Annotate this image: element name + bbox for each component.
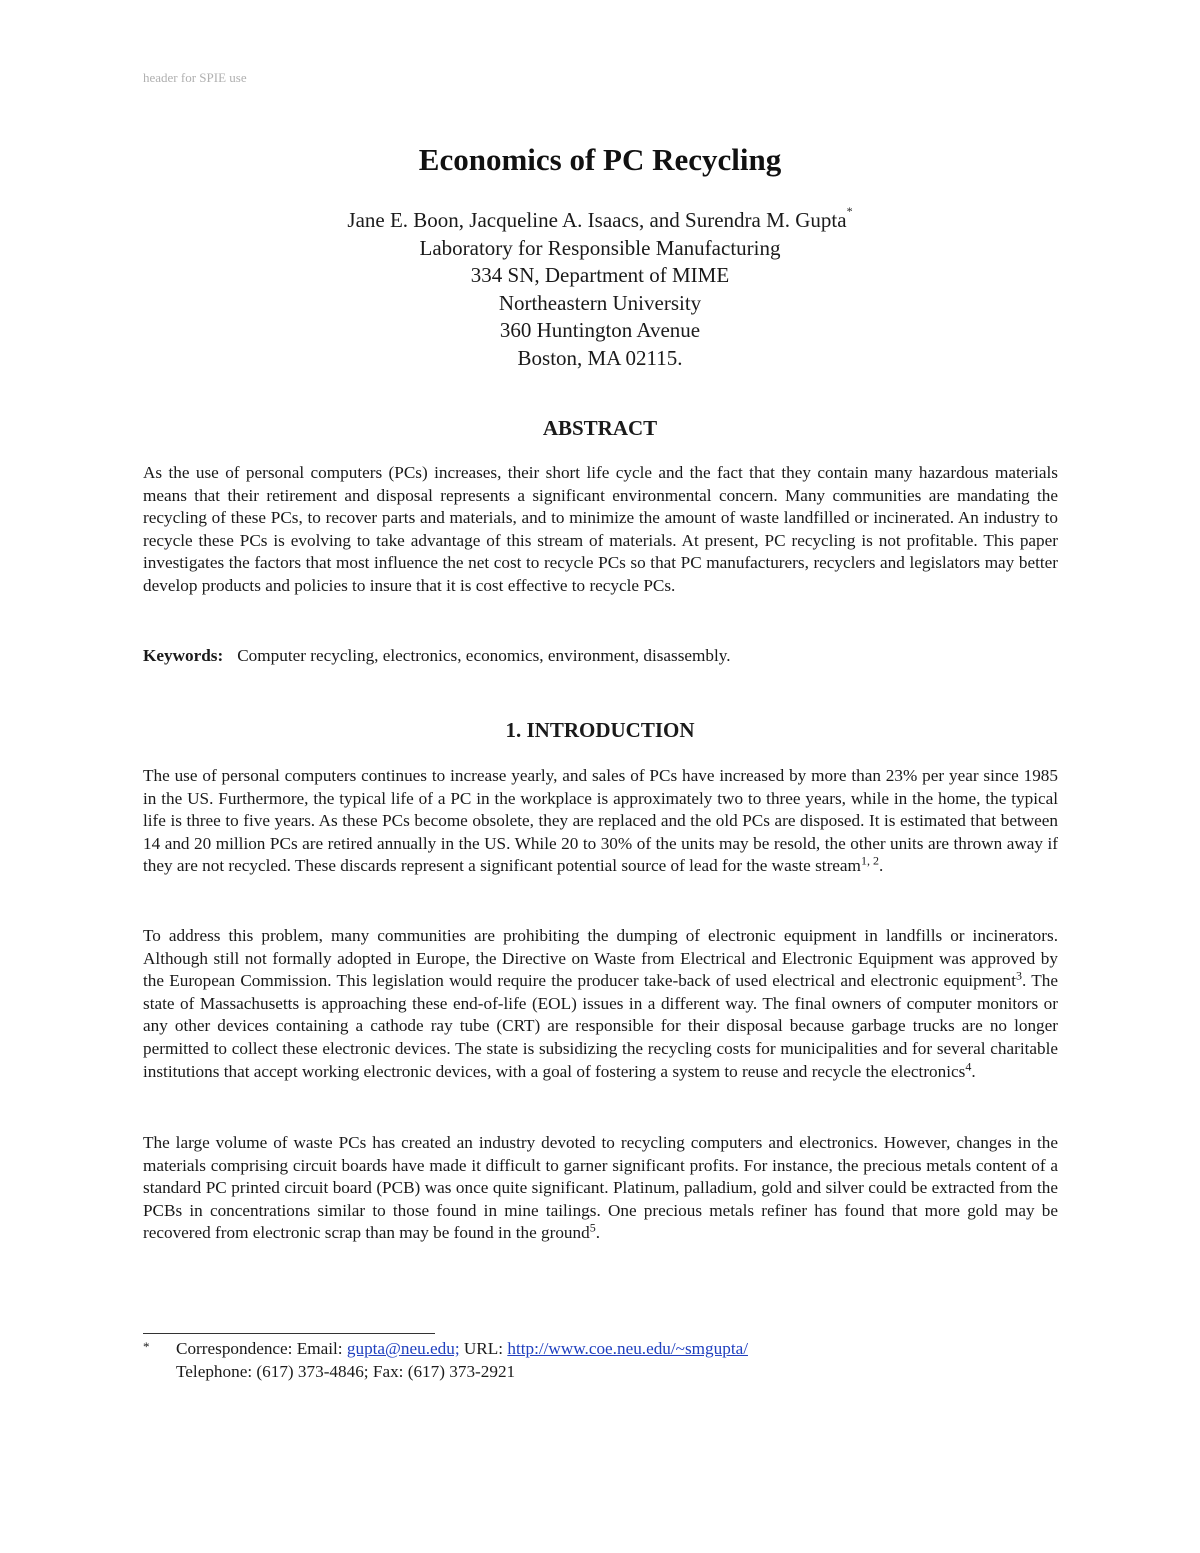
keywords-line	[143, 645, 1058, 668]
intro-paragraph-3-text: The large volume of waste PCs has created an industry devoted to recycling computers and electronics. However, changes in the materials comprising circuit boards have made it difficult to garner significant profits. For instance, the precious metals content of a standard PC printed circuit board (PCB) was once quite significant. Platinum, palladium, gold and silver could be extracted from the PCBs in concentrations similar to those found in mine tailings. One precious metals refiner has found that more gold may be recovered from electronic scrap than may be found in the ground	[143, 1133, 1058, 1243]
footnote-phone: Telephone: (617) 373-4846; Fax: (617) 373-2921	[176, 1362, 516, 1381]
footnote-mark: *	[143, 1339, 150, 1354]
intro-paragraph-2: To address this problem, many communities are prohibiting the dumping of electronic equipment in landfills or incinerators. Although still not formally adopted in Europe, the Directive on Waste from Electrical and Electronic Equipment was approved by the European Commission. This legislation would require the producer take-back of used electrical and electronic equipment$^3$. The state of Massachusetts is approaching these end-of-life (EOL) issues in a different way. The final owners of computer monitors or any other devices containing a cathode ray tube (CRT) are responsible for their disposal because garbage trucks are no longer permitted to collect these electronic devices. The state is subsidizing the recycling costs for municipalities and for several charitable institutions that accept working electronic devices, with a goal of fostering a system to reuse and recycle the electronics$^4$.	[143, 926, 1059, 1081]
author-names	[0, 202, 1200, 235]
introduction-heading: 1. INTRODUCTION	[505, 718, 695, 742]
abstract-heading: ABSTRACT	[542, 416, 658, 440]
page-header: header for SPIE use	[143, 70, 247, 85]
intro-paragraph-1: The use of personal computers continues to increase yearly, and sales of PCs have increased by more than 23% per year since 1985 in the US. Furthermore, the typical life of a PC in the workplace is approximately two to three years, while in the home, the typical life is three to five years. As these PCs become obsolete, they are replaced and the old PCs are disposed. It is estimated that between 14 and 20 million PCs are retired annually in the US. While 20 to 30% of the units may be resold, the other units are thrown away if they are not recycled. These discards represent a significant potential source of lead for the waste stream$^{1, 2}$.	[143, 766, 1058, 876]
affiliation-dept: 334 SN, Department of MIME	[470, 263, 730, 287]
abstract-paragraph: As the use of personal computers (PCs) increases, their short life cycle and the fact that they contain many hazardous materials means that their retirement and disposal represents a significant environmental concern. Many communities are mandating the recycling of these PCs, to recover parts and materials, and to minimize the amount of waste landfilled or incinerated. An industry to recycle these PCs is evolving to take advantage of this stream of materials. At present, PC recycling is not profitable. This paper investigates the factors that most influence the net cost to recycle PCs so that PC manufacturers, recyclers and legislators may better develop products and policies to insure that it is cost effective to recycle PCs.	[143, 463, 1058, 595]
correspondence-label: Correspondence: Email:	[176, 1339, 347, 1358]
footnote-rule	[143, 1333, 435, 1334]
reference-marker: 5	[589, 1220, 596, 1235]
reference-marker: 1, 2	[860, 853, 879, 868]
affiliation-lab: Laboratory for Responsible Manufacturing	[419, 235, 781, 260]
reference-marker: 3	[1016, 968, 1023, 983]
intro-paragraph-2-text-b: . The state of Massachusetts is approaching these end-of-life (EOL) issues in a different way. The final owners of computer monitors or any other devices containing a cathode ray tube (CRT) are responsible for their disposal because garbage trucks are no longer permitted to collect these electronic devices. The state is subsidizing the recycling costs for municipalities and for several charitable institutions that accept working electronic devices, with a goal of fostering a system to reuse and recycle the electronics	[143, 971, 1059, 1081]
paper-title: Economics of PC Recycling	[418, 142, 782, 177]
footnote-correspondence	[176, 1338, 748, 1361]
affiliation-street: 360 Huntington Avenue	[499, 318, 701, 342]
author-footnote-mark: *	[846, 204, 853, 218]
author-names-text: Jane E. Boon, Jacqueline A. Isaacs, and Surendra M. Gupta	[347, 208, 847, 232]
reference-marker: 4	[965, 1058, 972, 1073]
email-link[interactable]: gupta@neu.edu;	[346, 1339, 460, 1358]
intro-paragraph-3: The large volume of waste PCs has created an industry devoted to recycling computers and electronics. However, changes in the materials comprising circuit boards have made it difficult to garner significant profits. For instance, the precious metals content of a standard PC printed circuit board (PCB) was once quite significant. Platinum, palladium, gold and silver could be extracted from the PCBs in concentrations similar to those found in mine tailings. One precious metals refiner has found that more gold may be recovered from electronic scrap than may be found in the ground$^5$.	[143, 1133, 1058, 1243]
url-link[interactable]: http://www.coe.neu.edu/~smgupta/	[507, 1339, 748, 1358]
affiliation-city: Boston, MA 02115.	[517, 345, 683, 370]
keywords-text: Computer recycling, electronics, economics, environment, disassembly.	[237, 646, 731, 665]
intro-paragraph-2-text-a: To address this problem, many communities are prohibiting the dumping of electronic equipment in landfills or incinerators. Although still not formally adopted in Europe, the Directive on Waste from Electrical and Electronic Equipment was approved by the European Commission. This legislation would require the producer take-back of used electrical and electronic equipment	[143, 926, 1058, 991]
url-label: URL:	[459, 1339, 508, 1358]
keywords-label: Keywords:	[143, 646, 224, 665]
affiliation-university: Northeastern University	[498, 290, 702, 315]
author-block	[0, 202, 1200, 372]
intro-paragraph-1-text: The use of personal computers continues to increase yearly, and sales of PCs have increased by more than 23% per year since 1985 in the US. Furthermore, the typical life of a PC in the workplace is approximately two to three years, while in the home, the typical life is three to five years. As these PCs become obsolete, they are replaced and the old PCs are disposed. It is estimated that between 14 and 20 million PCs are retired annually in the US. While 20 to 30% of the units may be resold, the other units are thrown away if they are not recycled. These discards represent a significant potential source of lead for the waste stream	[143, 766, 1058, 876]
